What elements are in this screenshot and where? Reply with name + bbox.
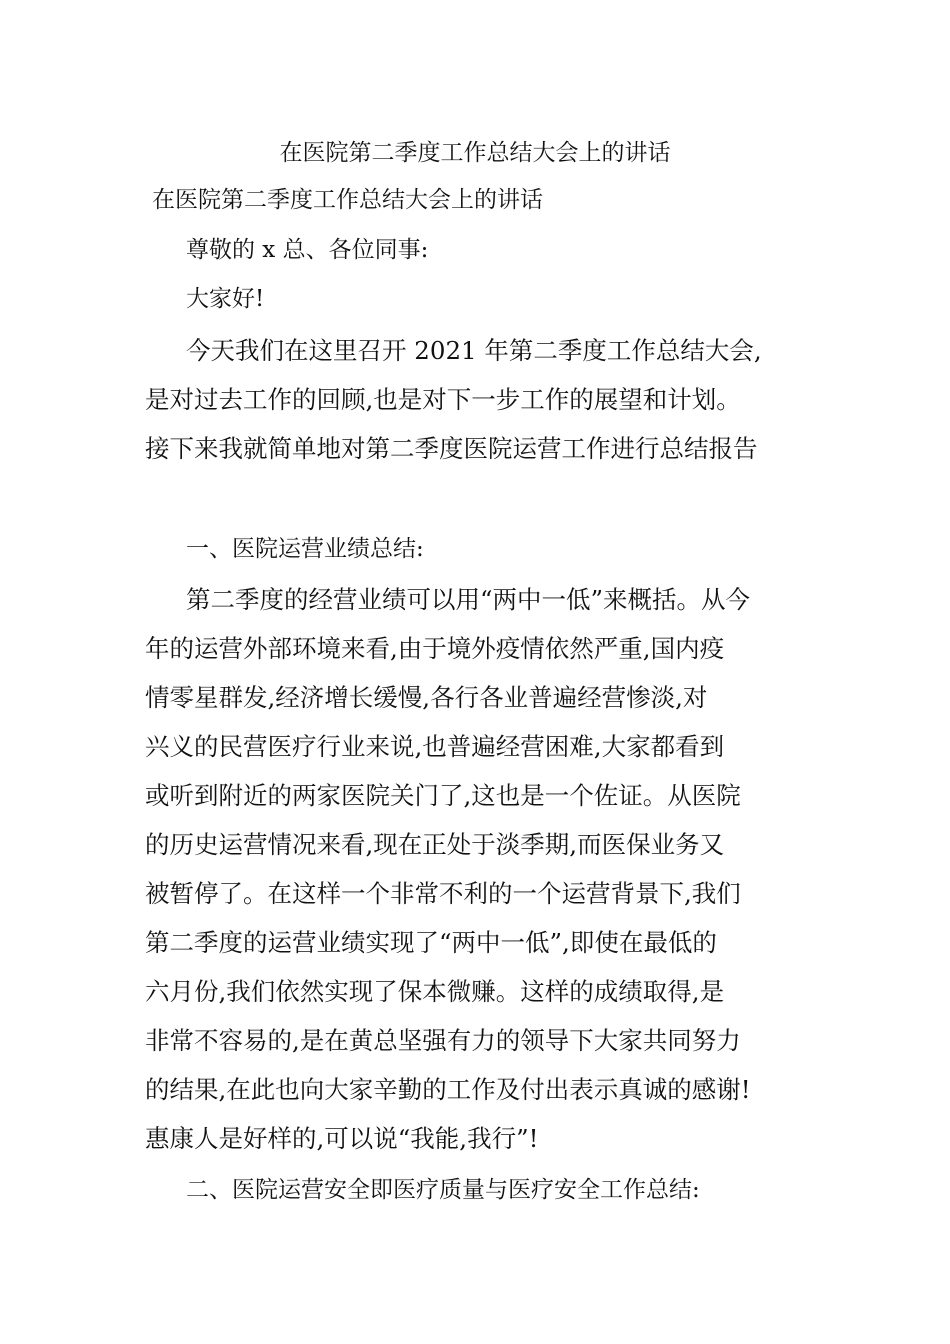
section1-line-3: 情零星群发,经济增长缓慢,各行各业普遍经营惨淡,对 xyxy=(145,683,708,712)
intro-line-3: 接下来我就简单地对第二季度医院运营工作进行总结报告 xyxy=(145,434,758,463)
document-title: 在医院第二季度工作总结大会上的讲话 xyxy=(279,140,671,166)
section-heading-1: 一、医院运营业绩总结: xyxy=(186,536,424,562)
section1-line-12: 惠康人是好样的,可以说“我能,我行”! xyxy=(145,1124,539,1153)
section1-line-5: 或听到附近的两家医院关门了,这也是一个佐证。从医院 xyxy=(145,781,741,810)
section-heading-2: 二、医院运营安全即医疗质量与医疗安全工作总结: xyxy=(186,1177,700,1203)
section1-line-10: 非常不容易的,是在黄总坚强有力的领导下大家共同努力 xyxy=(145,1026,741,1055)
section1-line-9: 六月份,我们依然实现了保本微赚。这样的成绩取得,是 xyxy=(145,977,725,1006)
section1-line-7: 被暂停了。在这样一个非常不利的一个运营背景下,我们 xyxy=(145,879,741,908)
section1-line-6: 的历史运营情况来看,现在正处于淡季期,而医保业务又 xyxy=(145,830,725,859)
greeting: 大家好! xyxy=(186,286,265,312)
section1-line-4: 兴义的民营医疗行业来说,也普遍经营困难,大家都看到 xyxy=(145,732,725,761)
section1-line-11: 的结果,在此也向大家辛勤的工作及付出表示真诚的感谢! xyxy=(145,1075,751,1104)
intro-line-2: 是对过去工作的回顾,也是对下一步工作的展望和计划。 xyxy=(145,385,741,414)
section1-line-1: 第二季度的经营业绩可以用“两中一低”来概括。从今 xyxy=(186,585,751,614)
document-subtitle: 在医院第二季度工作总结大会上的讲话 xyxy=(152,187,543,213)
salutation: 尊敬的 x 总、各位同事: xyxy=(186,237,429,263)
intro-line-1: 今天我们在这里召开 2021 年第二季度工作总结大会, xyxy=(186,336,762,365)
section1-line-2: 年的运营外部环境来看,由于境外疫情依然严重,国内疫 xyxy=(145,634,725,663)
section1-line-8: 第二季度的运营业绩实现了“两中一低”,即使在最低的 xyxy=(145,928,717,957)
